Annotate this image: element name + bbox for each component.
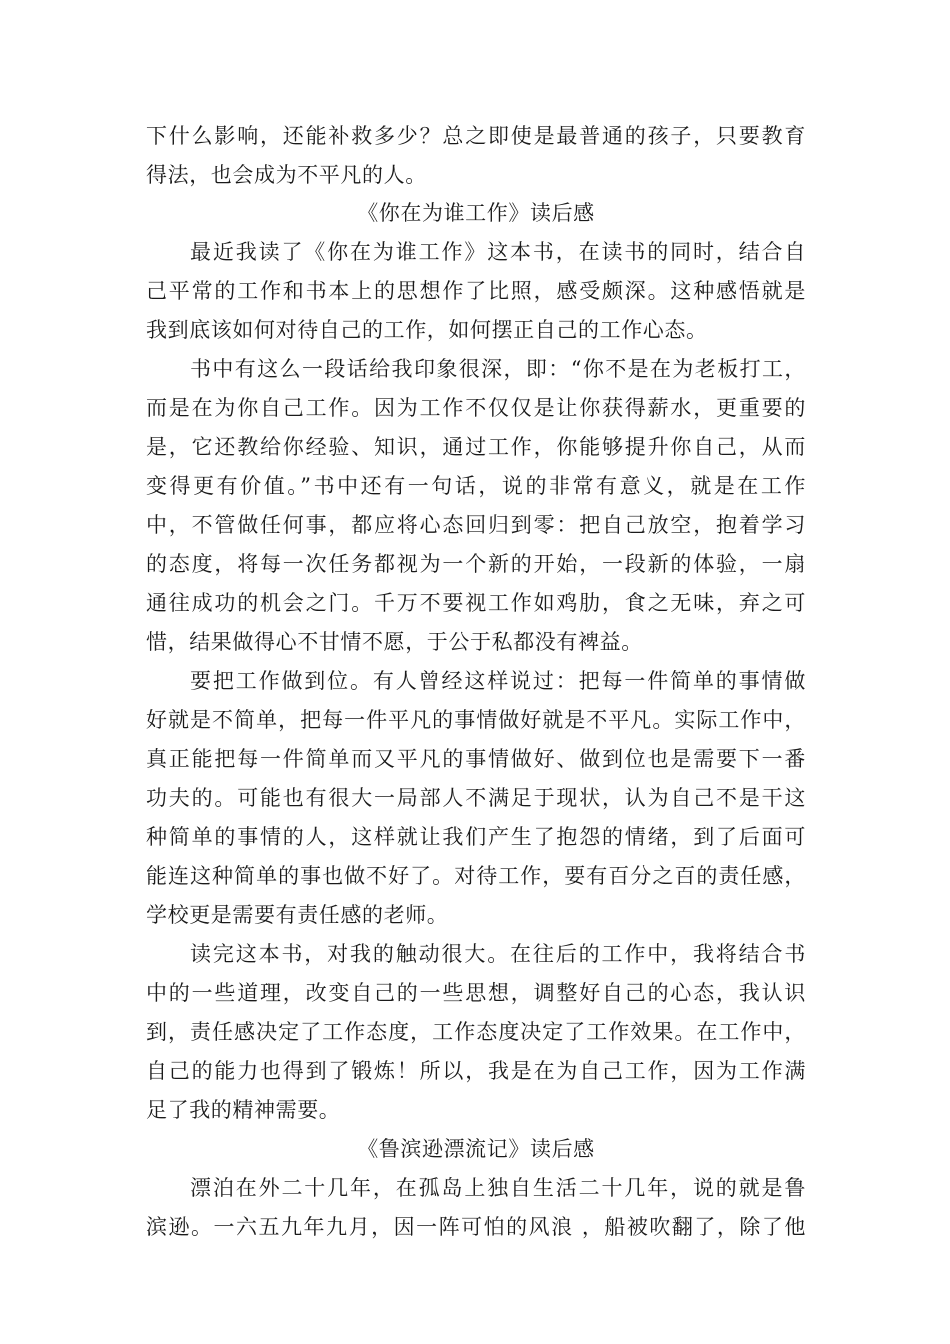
paragraph-line: 足了我的精神需要。: [146, 1098, 341, 1122]
paragraph-line: 要把工作做到位。有人曾经这样说过：把每一件简单的事情做: [190, 669, 806, 693]
paragraph-line: 我到底该如何对待自己的工作，如何摆正自己的工作心态。: [146, 318, 708, 342]
paragraph-line: 好就是不简单，把每一件平凡的事情做好就是不平凡。实际工作中，: [146, 708, 806, 732]
paragraph-line: 读完这本书，对我的触动很大。在往后的工作中，我将结合书: [190, 942, 806, 966]
paragraph-line: 书中有这么一段话给我印象很深，即：“你不是在为老板打工，: [190, 357, 806, 381]
paragraph-line: 自己的能力也得到了锻炼！所以，我是在为自己工作，因为工作满: [146, 1059, 806, 1083]
paragraph-line: 下什么影响，还能补救多少？总之即使是最普通的孩子，只要教育: [146, 124, 806, 148]
paragraph-line: 到，责任感决定了工作态度，工作态度决定了工作效果。在工作中，: [146, 1020, 806, 1044]
paragraph-line: 己平常的工作和书本上的思想作了比照，感受颇深。这种感悟就是: [146, 279, 806, 303]
paragraph-line: 学校更是需要有责任感的老师。: [146, 903, 449, 927]
paragraph-line: 通往成功的机会之门。千万不要视工作如鸡肋，食之无味，弃之可: [146, 591, 806, 615]
paragraph-line: 滨逊。一六五九年九月，因一阵可怕的风浪 ，船被吹翻了，除了他: [146, 1215, 806, 1239]
paragraph-line: 惜，结果做得心不甘情不愿，于公于私都没有裨益。: [146, 630, 643, 654]
paragraph-line: 中的一些道理，改变自己的一些思想，调整好自己的心态，我认识: [146, 981, 806, 1005]
paragraph-line: 变得更有价值。”书中还有一句话，说的非常有意义，就是在工作: [146, 474, 806, 498]
paragraph-line: 漂泊在外二十几年，在孤岛上独自生活二十几年，说的就是鲁: [190, 1176, 806, 1200]
paragraph-line: 功夫的。可能也有很大一局部人不满足于现状，认为自己不是干这: [146, 786, 806, 810]
paragraph-line: 的态度，将每一次任务都视为一个新的开始，一段新的体验，一扇: [146, 552, 806, 576]
paragraph-line: 能连这种简单的事也做不好了。对待工作，要有百分之百的责任感，: [146, 864, 806, 888]
section-title: 《鲁滨逊漂流记》读后感: [357, 1137, 595, 1161]
paragraph-line: 真正能把每一件简单而又平凡的事情做好、做到位也是需要下一番: [146, 747, 806, 771]
paragraph-line: 最近我读了《你在为谁工作》这本书，在读书的同时，结合自: [190, 240, 806, 264]
paragraph-line: 中，不管做任何事，都应将心态回归到零：把自己放空，抱着学习: [146, 513, 806, 537]
paragraph-line: 而是在为你自己工作。因为工作不仅仅是让你获得薪水，更重要的: [146, 396, 806, 420]
section-title: 《你在为谁工作》读后感: [357, 201, 595, 225]
paragraph-line: 得法，也会成为不平凡的人。: [146, 163, 427, 187]
paragraph-line: 是，它还教给你经验、知识，通过工作，你能够提升你自己，从而: [146, 435, 806, 459]
paragraph-line: 种简单的事情的人，这样就让我们产生了抱怨的情绪，到了后面可: [146, 825, 806, 849]
